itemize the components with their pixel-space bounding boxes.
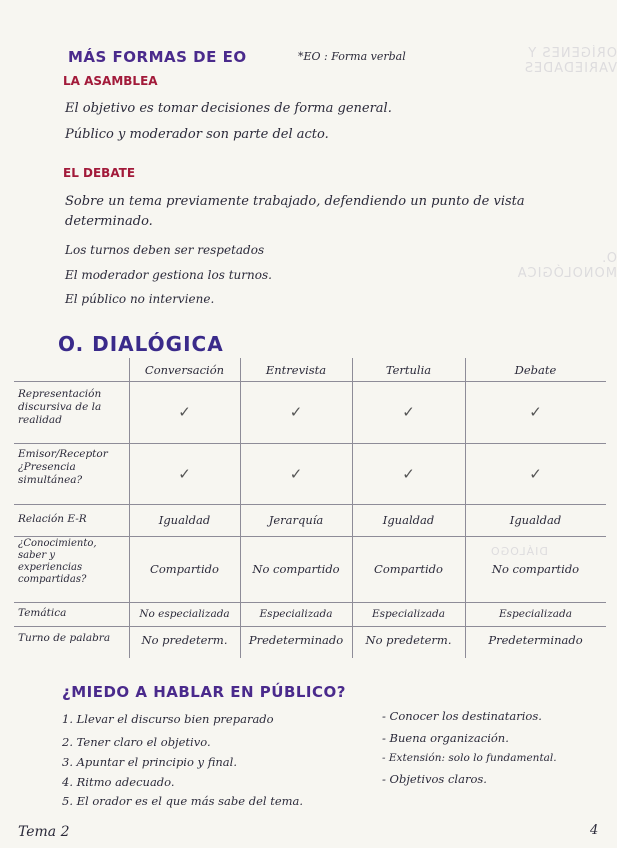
column-header: Debate: [514, 363, 557, 377]
table-cell: Compartido: [150, 562, 219, 576]
table-cell: No especializada: [139, 608, 230, 620]
row-label: Emisor/Receptor ¿Presencia simultánea?: [18, 448, 108, 486]
column-header: Entrevista: [265, 363, 327, 377]
section-title: O. DIALÓGICA: [58, 332, 224, 356]
table-cell: No compartido: [491, 562, 580, 576]
row-label: Turno de palabra: [18, 632, 111, 644]
bullet-item: - Buena organización.: [382, 731, 509, 745]
fear-title: ¿MIEDO A HABLAR EN PÚBLICO?: [62, 683, 346, 701]
table-cell: Predeterminado: [248, 633, 344, 647]
page-number: 4: [590, 823, 599, 838]
table-cell: No predeterm.: [141, 633, 228, 647]
debate-line: El moderador gestiona los turnos.: [65, 268, 272, 282]
debate-heading: EL DEBATE: [63, 166, 136, 180]
numbered-item: 5. El orador es el que más sabe del tema.: [62, 794, 304, 808]
column-header: Conversación: [144, 363, 225, 377]
asamblea-heading: LA ASAMBLEA: [63, 74, 158, 88]
numbered-item: 1. Llevar el discurso bien preparado: [62, 712, 274, 726]
bullet-item: - Conocer los destinatarios.: [382, 709, 542, 723]
check-icon: ✓: [402, 464, 415, 483]
table-cell: Especializada: [259, 608, 333, 620]
check-icon: ✓: [289, 403, 303, 421]
check-icon: ✓: [529, 403, 542, 421]
table-cell: Igualdad: [382, 513, 435, 527]
table-cell: Igualdad: [158, 513, 211, 527]
asamblea-line: Público y moderador son parte del acto.: [65, 127, 329, 142]
debate-line: El público no interviene.: [65, 292, 215, 306]
row-label: Temática: [18, 607, 67, 619]
table-cell: Predeterminado: [488, 633, 583, 647]
check-icon: ✓: [289, 464, 303, 483]
debate-line: Sobre un tema previamente trabajado, defendiendo un punto de vista: [65, 194, 525, 209]
debate-line: Los turnos deben ser respetados: [65, 243, 265, 257]
comparison-table: [14, 358, 606, 658]
row-label: Relación E-R: [18, 513, 87, 525]
table-cell: Especializada: [372, 608, 445, 620]
numbered-item: 2. Tener claro el objetivo.: [62, 735, 211, 749]
debate-line: determinado.: [65, 214, 153, 229]
check-icon: ✓: [402, 403, 415, 421]
numbered-item: 3. Apuntar el principio y final.: [62, 755, 237, 769]
check-icon: ✓: [529, 464, 542, 483]
bullet-item: - Extensión: solo lo fundamental.: [382, 752, 557, 764]
row-label: ¿Conocimiento, saber y experiencias compartidas?: [18, 538, 97, 585]
footer-topic: Tema 2: [18, 824, 70, 840]
bleed-through-text: ORÍGENES Y VARIEDADES: [523, 46, 617, 76]
table-cell: Compartido: [374, 562, 443, 576]
table-cell: Igualdad: [509, 513, 562, 527]
page-title: MÁS FORMAS DE EO: [68, 48, 247, 66]
bleed-through-text: DIÁLOGO: [490, 545, 548, 558]
table-cell: Jerarquía: [268, 513, 324, 527]
table-cell: Especializada: [499, 608, 572, 620]
column-header: Tertulia: [385, 363, 432, 377]
check-icon: ✓: [178, 464, 191, 483]
table-cell: No compartido: [252, 562, 340, 576]
check-icon: ✓: [178, 403, 191, 421]
bleed-through-text: O. MONOLÓGICA: [516, 251, 617, 281]
numbered-item: 4. Ritmo adecuado.: [62, 775, 175, 789]
asamblea-line: El objetivo es tomar decisiones de forma general.: [65, 101, 392, 116]
table-cell: No predeterm.: [365, 633, 452, 647]
bullet-item: - Objetivos claros.: [382, 772, 487, 786]
row-label: Representación discursiva de la realidad: [18, 388, 102, 426]
footnote: *EO : Forma verbal: [298, 50, 406, 63]
